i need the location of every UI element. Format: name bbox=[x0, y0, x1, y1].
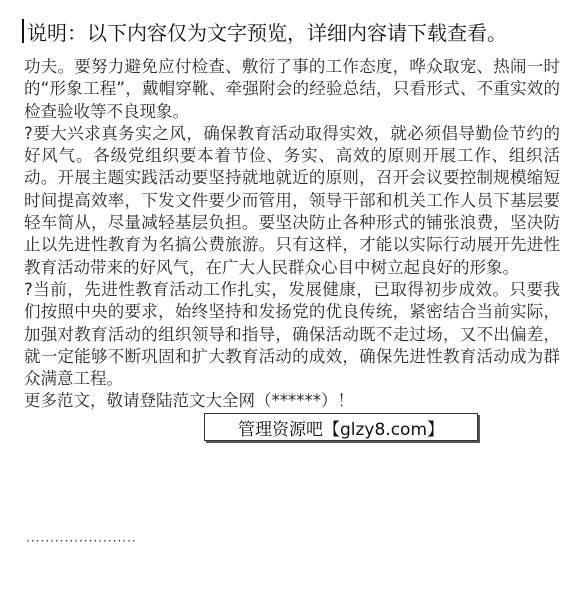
preview-notice-text: 说明：以下内容仅为文字预览，详细内容请下载查看。 bbox=[27, 20, 507, 45]
more-link-line: 更多范文，敬请登陆范文大全网（******）！ bbox=[24, 391, 354, 411]
watermark-banner bbox=[204, 413, 478, 441]
dotted-separator: ······················· bbox=[26, 534, 137, 548]
preview-notice bbox=[22, 16, 562, 46]
watermark-text: 管理资源吧【glzy8.com】 bbox=[237, 419, 445, 440]
text-cursor bbox=[22, 19, 24, 43]
paragraph: ?当前，先进性教育活动工作扎实，发展健康，已取得初步成效。只要我们按照中央的要求，始终坚持和发扬党的优良传统，紧密结合当前实际，加强对教育活动的组织领导和指导，确保活动既不走过场，又不出偏差，就一定能够不断巩固和扩大教育活动的成效，确保先进性教育活动成为群众满意工程。 bbox=[24, 279, 560, 389]
document-body bbox=[24, 56, 560, 413]
paragraph: 功夫。要努力避免应付检查、敷衍了事的工作态度，哗众取宠、热闹一时的“形象工程”，戴帽穿靴、牵强附会的经验总结，只看形式、不重实效的检查验收等不良现象。 bbox=[24, 57, 560, 121]
paragraph: ?要大兴求真务实之风，确保教育活动取得实效，就必须倡导勤俭节约的好风气。各级党组织要本着节俭、务实、高效的原则开展工作、组织活动。开展主题实践活动要坚持就地就近的原则，召开会议要控制规模缩短时间提高效率，下发文件要少而管用，领导干部和机关工作人员下基层要轻车简从，尽量减轻基层负担。要坚决防止各种形式的铺张浪费，坚决防止以先进性教育为名搞公费旅游。只有这样，才能以实际行动展开先进性教育活动带来的好风气，在广大人民群众心目中树立起良好的形象。 bbox=[24, 123, 560, 277]
